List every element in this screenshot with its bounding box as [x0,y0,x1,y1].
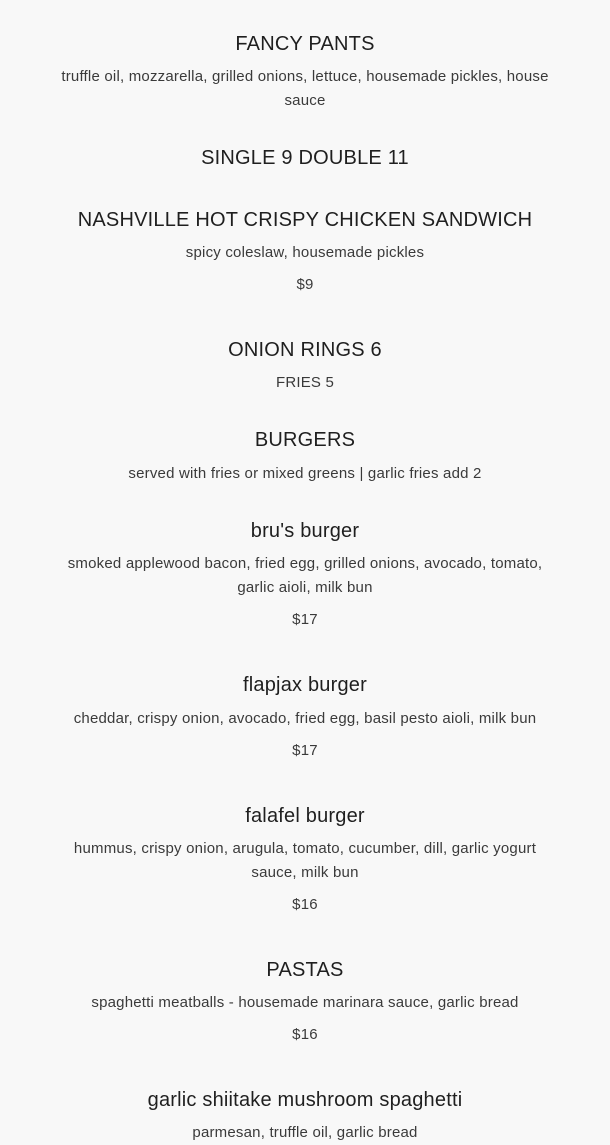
item-description: truffle oil, mozzarella, grilled onions, lettuce, housemade pickles, house sauce [61,68,549,109]
item-description: spicy coleslaw, housemade pickles [185,244,425,261]
item-price: $17 [292,611,318,628]
item-title: falafel burger [245,805,365,827]
item-description: parmesan, truffle oil, garlic bread [192,1124,418,1141]
item-title: SINGLE 9 DOUBLE 11 [201,147,409,169]
item-title: flapjax burger [243,674,367,696]
section-title-pastas: PASTAS [266,959,344,981]
item-price: $16 [292,1026,318,1043]
item-title: NASHVILLE HOT CRISPY CHICKEN SANDWICH [77,209,533,231]
item-title: bru's burger [250,520,360,542]
item-description: hummus, crispy onion, arugula, tomato, cucumber, dill, garlic yogurt sauce, milk bun [73,840,537,881]
item-price: $17 [292,742,318,759]
section-description: served with fries or mixed greens | garlic fries add 2 [128,465,482,482]
item-price: $16 [292,896,318,913]
item-description: cheddar, crispy onion, avocado, fried egg, basil pesto aioli, milk bun [73,710,537,727]
item-title: garlic shiitake mushroom spaghetti [147,1089,463,1111]
item-title: ONION RINGS 6 [228,339,382,361]
section-title-burgers: BURGERS [254,429,356,451]
item-price: $9 [296,276,314,293]
item-description: FRIES 5 [275,374,335,391]
item-title: FANCY PANTS [235,33,375,55]
item-description: spaghetti meatballs - housemade marinara sauce, garlic bread [91,994,519,1011]
item-description: smoked applewood bacon, fried egg, grilled onions, avocado, tomato, garlic aioli, milk bun [67,555,543,596]
